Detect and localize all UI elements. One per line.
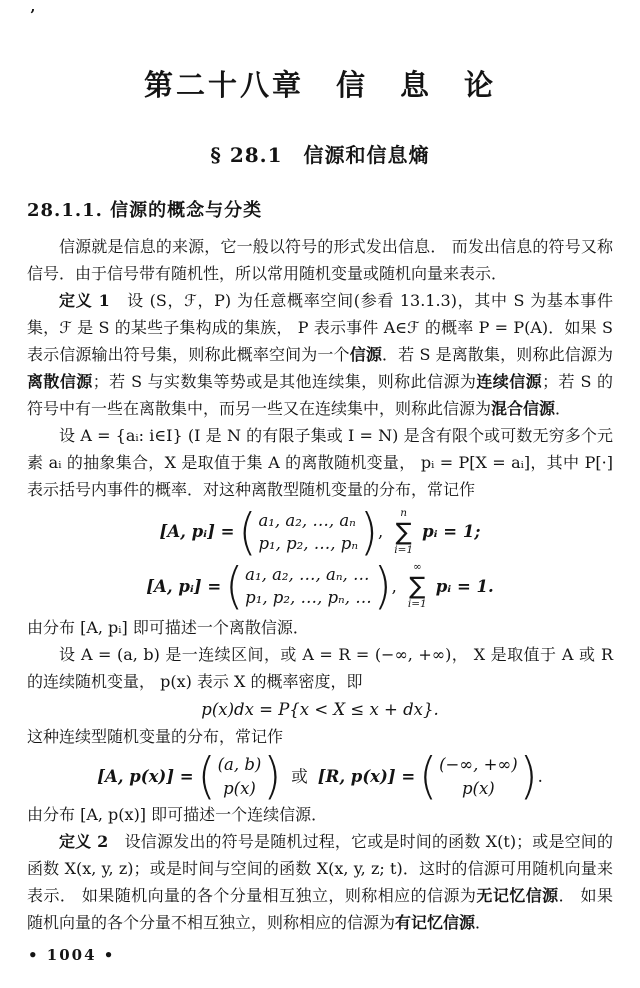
term-memoryless-source: 无记忆信源 [476,886,559,906]
definition-1-label: 定义 1 [59,290,110,310]
right-paren: ) [263,746,282,806]
formula-discrete-infinite [27,556,613,616]
page-body [0,196,640,937]
formula-lhs: [A, pᵢ] = [146,576,222,596]
paragraph-definition-2 [27,828,613,936]
term-source: 信源 [349,344,382,364]
paragraph-continuous-conclusion [27,801,613,828]
left-paren: ( [225,556,244,616]
period: . [537,766,543,786]
or-connector: 或 [291,766,308,786]
paragraph-intro [27,233,613,287]
definition-1-text: ．若 S 是离散集，则称此信源为 [381,344,613,364]
sum-lower-limit: i=1 [394,544,414,557]
matrix-bottom-row: p₁, p₂, …, pₙ [258,534,359,554]
matrix-top-row: a₁, a₂, …, aₙ, … [245,564,370,584]
paragraph-definition-1 [27,287,613,422]
paragraph-discrete-setup [27,422,613,503]
continuous-setup-text: 设 A = (a, b) 是一连续区间，或 A = R = (−∞, +∞)， X 是取值于 A 或 R 的连续随机变量， p(x) 表示 X 的概率密度，即 [27,644,613,691]
chapter-title: 第二十八章 信 息 论 [143,68,496,102]
paragraph-continuous-setup [27,641,613,695]
right-paren: ) [373,556,392,616]
definition-2-text: 设信源发出的符号是随机过程，它或是时间的函数 X(t)；或是空间的函数 X(x, y, z)；或是时间与空间的函数 X(x, y, z; t)．这时的信源可用随机向量来表示． 如果随机向量的各个分量相互独立，则称相应的信源为 [27,832,613,906]
left-paren: ( [197,746,216,806]
matrix-bottom-row: p₁, p₂, …, pₙ, … [245,588,372,608]
section-title: § 28.1 信源和信息熵 [210,142,430,167]
definition-1-text: ． [555,398,572,418]
sigma-symbol: ∑ [395,518,412,547]
formula-discrete-finite [27,502,613,561]
definition-1-text: ；若 S 的符号中有一些在离散集中，而另一些又在连续集中，则称此信源为 [27,371,613,418]
distribution-matrix [258,511,358,555]
sum-lower-limit: i=1 [407,598,427,611]
left-paren: ( [238,502,257,561]
formula-lhs: [A, pᵢ] = [159,522,235,542]
sum-upper-limit: ∞ [412,560,422,573]
subsection-title: 28.1.1. 信源的概念与分类 [27,199,263,221]
term-memory-source: 有记忆信源 [395,913,476,933]
matrix-bottom-row: p(x) [462,778,495,798]
term-discrete-source: 离散信源 [27,371,93,391]
sigma-symbol: ∑ [409,572,426,601]
right-paren: ) [360,502,378,561]
distribution-matrix [439,755,518,799]
matrix-top-row: (a, b) [217,754,262,774]
page-number: • 1004 • [28,946,116,964]
discrete-conclusion-text: 由分布 [A, pᵢ] 即可描述一个离散信源． [27,617,309,637]
summation [394,508,413,557]
sum-upper-limit: n [400,506,408,519]
matrix-top-row: a₁, a₂, …, aₙ [258,510,356,530]
summation [408,562,427,611]
formula-lhs: [A, p(x)] = [97,766,194,786]
distribution-matrix [245,565,372,609]
distribution-matrix [218,755,262,799]
term-mixed-source: 混合信源 [491,398,556,418]
paragraph-intro-text: 信源就是信息的来源，它一般以符号的形式发出信息． 而发出信息的符号又称信号．由于信号带有随机性，所以常用随机变量或随机向量来表示． [27,236,613,283]
left-paren: ( [419,746,438,806]
definition-1-text: ；若 S 与实数集等势或是其他连续集，则称此信源为 [92,371,477,391]
formula-lhs: [R, p(x)] = [317,766,416,786]
formula-rhs: pᵢ = 1; [422,522,481,542]
density-formula-text: p(x)dx = P{x < X ≤ x + dx}. [201,699,439,719]
paragraph-discrete-conclusion [27,614,613,641]
comma: , [391,576,397,596]
formula-density [27,700,613,720]
definition-2-text: ． [475,913,492,933]
matrix-bottom-row: p(x) [223,778,256,798]
continuous-conclusion-text: 由分布 [A, p(x)] 即可描述一个连续信源． [27,805,328,825]
formula-rhs: pᵢ = 1. [435,576,494,596]
matrix-top-row: (−∞, +∞) [439,754,518,774]
formula-continuous [27,746,613,806]
discrete-setup-text: 设 A = {aᵢ: i∈I} (I 是 N 的有限子集或 I = N) 是含有限个或可数无穷多个元素 aᵢ 的抽象集合，X 是取值于集 A 的离散随机变量， pᵢ = P[X = aᵢ]，其中 P[·] 表示括号内事件的概率．对这种离散型随机变量的分布，常记作 [27,425,613,499]
definition-1-text: 设 (S，ℱ，P) 为任意概率空间(参看 13.1.3)，其中 S 为基本事件集，ℱ 是 S 的某些子集构成的集族， P 表示事件 A∈ℱ 的概率 P = P(A)．如果 S 表示信源输出符号集，则称此概率空间为一个 [27,290,613,364]
paragraph-distribution-note [27,723,613,750]
corner-mark: ’ [30,6,36,24]
distribution-note-text: 这种连续型随机变量的分布，常记作 [27,726,284,746]
comma: , [377,522,384,542]
term-continuous-source: 连续信源 [476,371,543,391]
body-text [27,233,613,937]
definition-2-label: 定义 2 [59,832,109,852]
right-paren: ) [519,746,538,806]
definition-2-text: ． 如果随机向量的各个分量不相互独立，则称相应的信源为 [27,886,613,933]
